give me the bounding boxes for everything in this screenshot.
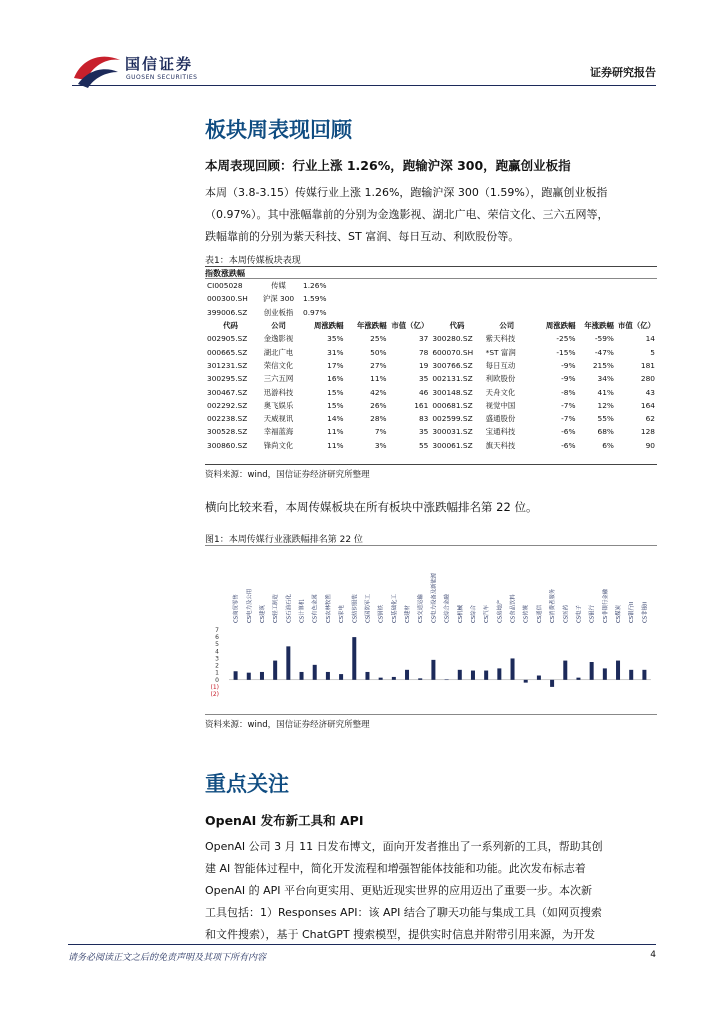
category-label: CS纺织服装 xyxy=(352,594,359,623)
section-title-weekly-review: 板块周表现回顾 xyxy=(205,118,352,142)
bar-1 xyxy=(247,673,251,680)
table-cell: 紫天科技 xyxy=(485,334,516,344)
table-cell: *ST 富润 xyxy=(485,347,516,357)
y-tick-label: 6 xyxy=(215,634,219,642)
category-label: CS汽车 xyxy=(484,605,491,623)
y-tick-label: 0 xyxy=(215,676,219,684)
table-row xyxy=(205,412,657,425)
y-tick-label: 5 xyxy=(215,641,219,649)
bar-14 xyxy=(418,678,422,679)
bar-21 xyxy=(511,658,515,679)
table-cell: 12% xyxy=(597,400,614,410)
bar-29 xyxy=(616,661,620,680)
bar-17 xyxy=(458,670,462,680)
table-cell: 399006.SZ xyxy=(207,307,248,317)
y-tick-label: 3 xyxy=(215,655,219,663)
table-cell: 000665.SZ xyxy=(207,347,248,357)
table-cell: 002905.SZ xyxy=(207,334,248,344)
table-cell: 16% xyxy=(327,374,344,384)
y-tick-label: (1) xyxy=(210,683,219,691)
table-cell: 35 xyxy=(418,374,429,384)
paragraph-line: OpenAI 公司 3 月 11 日发布博文，面向开发者推出了一系列新的工具，帮助其创 xyxy=(205,840,603,853)
y-tick-label: 7 xyxy=(215,627,219,634)
table-cell: 锋尚文化 xyxy=(263,440,294,450)
table-cell: 280 xyxy=(640,374,655,384)
table-cell: -47% xyxy=(594,347,614,357)
table-cell: -25% xyxy=(556,334,576,344)
bar-28 xyxy=(603,668,607,679)
column-header: 年涨跌幅 xyxy=(584,321,614,331)
table-bottom-rule xyxy=(205,464,657,465)
table-cell: 164 xyxy=(640,400,655,410)
category-label: CS银行II xyxy=(629,601,636,623)
table-cell: 000300.SH xyxy=(207,294,248,304)
figure-top-rule xyxy=(205,545,657,546)
table-cell: 215% xyxy=(592,360,614,370)
footer-disclaimer: 请务必阅读正文之后的免责声明及其项下所有内容 xyxy=(68,953,267,963)
bar-8 xyxy=(339,674,343,680)
weekly-review-subtitle: 本周表现回顾：行业上涨 1.26%，跑输沪深 300，跑赢创业板指 xyxy=(205,158,571,173)
bar-16 xyxy=(445,679,449,680)
table-cell: 300467.SZ xyxy=(207,387,248,397)
table-cell: 300148.SZ xyxy=(432,387,473,397)
category-label: CS电力设备及新能源 xyxy=(431,572,438,623)
logo-english-name: GUOSEN SECURITIES xyxy=(126,74,198,81)
category-label: CS钢铁 xyxy=(378,605,385,623)
table-row xyxy=(205,399,657,412)
table-cell: 78 xyxy=(418,347,429,357)
table-top-rule xyxy=(205,266,657,267)
index-row xyxy=(205,279,657,292)
table-cell: 25% xyxy=(370,334,387,344)
bar-23 xyxy=(537,676,541,680)
table-row xyxy=(205,345,657,358)
table-cell: -7% xyxy=(561,414,576,424)
table-cell: 荣信文化 xyxy=(263,360,294,370)
category-label: CS传媒 xyxy=(523,605,530,623)
table-cell: 300295.SZ xyxy=(207,374,248,384)
logo-chinese-name: 国信证券 xyxy=(125,55,194,73)
category-label: CS基础化工 xyxy=(391,594,398,623)
figure-caption: 图1：本周传媒行业涨跌幅排名第 22 位 xyxy=(205,535,363,545)
category-label: CS电子 xyxy=(576,605,583,623)
table-cell: 11% xyxy=(327,440,344,450)
bar-4 xyxy=(286,646,290,679)
table-cell: 1.26% xyxy=(303,281,327,291)
table-cell: 0.97% xyxy=(303,307,327,317)
table-cell: 28% xyxy=(370,414,387,424)
bar-15 xyxy=(431,660,435,680)
table-cell: 15% xyxy=(327,400,344,410)
table-cell: 300528.SZ xyxy=(207,427,248,437)
table-cell: 002238.SZ xyxy=(207,414,248,424)
table-cell: 14 xyxy=(645,334,655,344)
table-cell: 37 xyxy=(418,334,429,344)
table-cell: 传媒 xyxy=(271,281,286,291)
table-cell: 宝通科技 xyxy=(485,427,516,437)
category-label: CS国防军工 xyxy=(365,594,372,623)
table-source: 资料来源：wind，国信证券经济研究所整理 xyxy=(205,470,370,480)
figure-source: 资料来源：wind，国信证券经济研究所整理 xyxy=(205,720,370,730)
table-cell: 68% xyxy=(597,427,614,437)
table-cell: 3% xyxy=(374,440,387,450)
bar-24 xyxy=(550,680,554,687)
bar-19 xyxy=(484,671,488,680)
category-label: CS轻工制造 xyxy=(273,594,280,623)
y-tick-label: 4 xyxy=(215,648,219,656)
table-row xyxy=(205,359,657,372)
column-header: 代码 xyxy=(223,321,238,331)
table-cell: 旗天科技 xyxy=(485,440,516,450)
sector-ranking-chart xyxy=(205,548,657,708)
paragraph-line: OpenAI 的 API 平台向更实用、更贴近现实世界的应用迈出了重要一步。本次新 xyxy=(205,884,593,897)
table-cell: -7% xyxy=(561,400,576,410)
category-label: CS建筑 xyxy=(259,605,266,623)
category-label: CS家电 xyxy=(339,605,346,623)
index-row xyxy=(205,292,657,305)
table-header-row xyxy=(205,319,657,332)
bar-20 xyxy=(497,668,501,679)
table-cell: 11% xyxy=(370,374,387,384)
table-cell: 金逸影视 xyxy=(263,334,294,344)
table-cell: 35% xyxy=(327,334,344,344)
category-label: CS煤炭 xyxy=(616,605,623,623)
column-header: 公司 xyxy=(271,321,286,331)
bar-10 xyxy=(365,672,369,680)
table-caption: 表1：本周传媒板块表现 xyxy=(205,256,301,266)
bar-3 xyxy=(273,661,277,680)
category-label: CS电力及公用 xyxy=(246,588,253,623)
category-label: CS建材 xyxy=(405,605,412,623)
column-header: 年涨跌幅 xyxy=(357,321,387,331)
category-label: CS银行 xyxy=(589,605,596,623)
table-cell: 128 xyxy=(640,427,655,437)
table-cell: -9% xyxy=(561,374,576,384)
table-cell: 7% xyxy=(374,427,387,437)
table-cell: 50% xyxy=(370,347,387,357)
table-cell: 奥飞娱乐 xyxy=(263,400,294,410)
category-label: CS石油石化 xyxy=(286,594,293,623)
table-cell: 35 xyxy=(418,427,429,437)
table-cell: 19 xyxy=(418,360,429,370)
table-cell: 300280.SZ xyxy=(432,334,473,344)
ranking-text: 横向比较来看，本周传媒板块在所有板块中涨跌幅排名第 22 位。 xyxy=(205,500,538,514)
table-cell: 迅游科技 xyxy=(263,387,294,397)
table-cell: 27% xyxy=(370,360,387,370)
bar-22 xyxy=(524,680,528,683)
category-label: CS医药 xyxy=(563,605,570,623)
table-cell: 湖北广电 xyxy=(263,347,294,357)
bar-6 xyxy=(313,665,317,680)
section-title-key-focus: 重点关注 xyxy=(205,772,289,796)
report-type-label: 证券研究报告 xyxy=(590,66,656,79)
table-row xyxy=(205,332,657,345)
bar-5 xyxy=(300,672,304,680)
category-label: CS交通运输 xyxy=(418,594,425,623)
table-cell: 46 xyxy=(418,387,429,397)
category-label: CS农林牧渔 xyxy=(325,594,332,623)
table-cell: 天舟文化 xyxy=(485,387,516,397)
paragraph-line: 工具包括：1）Responses API：该 API 结合了聊天功能与集成工具（如网页搜索 xyxy=(205,906,602,919)
table-cell: 161 xyxy=(414,400,429,410)
table-cell: 90 xyxy=(645,440,655,450)
table-cell: 000681.SZ xyxy=(432,400,473,410)
bar-13 xyxy=(405,670,409,680)
table-cell: 每日互动 xyxy=(485,360,516,370)
table-row xyxy=(205,425,657,438)
table-cell: 43 xyxy=(645,387,655,397)
table-cell: 34% xyxy=(597,374,614,384)
table-row xyxy=(205,439,657,452)
category-label: CS通信 xyxy=(536,605,543,623)
category-label: CS综合金融 xyxy=(444,594,451,623)
column-header: 市值（亿） xyxy=(391,321,429,331)
figure-bottom-rule xyxy=(205,714,657,715)
bar-27 xyxy=(590,662,594,680)
y-tick-label: 1 xyxy=(215,669,219,677)
category-label: CS非银II xyxy=(642,601,649,623)
table-row xyxy=(205,372,657,385)
paragraph-line: 建 AI 智能体过程中，简化开发流程和增强智能体技能和功能。此次发布标志着 xyxy=(205,862,586,875)
table-cell: 三六五网 xyxy=(263,374,294,384)
column-header: 周涨跌幅 xyxy=(545,321,576,331)
column-header: 代码 xyxy=(449,321,465,331)
category-label: CS计算机 xyxy=(299,599,306,623)
category-label: CS消费者服务 xyxy=(550,588,557,623)
table-cell: 600070.SH xyxy=(432,347,474,357)
category-label: CS机械 xyxy=(457,605,464,623)
column-header: 公司 xyxy=(499,321,515,331)
page-number: 4 xyxy=(650,950,656,960)
table-cell: 002599.SZ xyxy=(432,414,473,424)
bar-31 xyxy=(642,670,646,680)
table-cell: 300766.SZ xyxy=(432,360,473,370)
table-cell: 300031.SZ xyxy=(432,427,473,437)
paragraph-line: 跌幅靠前的分别为紫天科技、ST 富润、每日互动、利欧股份等。 xyxy=(205,230,520,243)
table-cell: 181 xyxy=(640,360,655,370)
table-cell: 55 xyxy=(418,440,429,450)
paragraph-line: 本周（3.8-3.15）传媒行业上涨 1.26%，跑输沪深 300（1.59%），跑赢创业板指 xyxy=(205,186,608,199)
bar-12 xyxy=(392,677,396,680)
bar-26 xyxy=(576,678,580,680)
bar-30 xyxy=(629,670,633,680)
bar-2 xyxy=(260,672,264,680)
bar-18 xyxy=(471,671,475,680)
table-cell: 15% xyxy=(327,387,344,397)
table-cell: 1.59% xyxy=(303,294,327,304)
table-cell: 300860.SZ xyxy=(207,440,248,450)
index-header: 指数涨跌幅 xyxy=(205,269,245,278)
bar-25 xyxy=(563,661,567,680)
header-divider xyxy=(72,85,656,86)
column-header: 市值（亿） xyxy=(618,321,655,331)
table-cell: 14% xyxy=(327,414,344,424)
table-cell: 62 xyxy=(645,414,655,424)
bar-11 xyxy=(379,678,383,680)
table-cell: 视觉中国 xyxy=(485,400,516,410)
table-cell: 26% xyxy=(370,400,387,410)
table-cell: -9% xyxy=(561,360,576,370)
category-label: CS商贸零售 xyxy=(233,594,240,623)
category-label: CS非银行金融 xyxy=(602,588,609,623)
category-label: CS有色金属 xyxy=(312,594,319,623)
table-cell: 83 xyxy=(418,414,429,424)
table-cell: 002131.SZ xyxy=(432,374,473,384)
openai-paragraph xyxy=(205,836,657,946)
category-label: CS综合 xyxy=(470,605,477,623)
weekly-review-paragraph xyxy=(205,182,657,248)
column-header: 周涨跌幅 xyxy=(313,321,344,331)
bar-9 xyxy=(352,637,356,680)
table-cell: 沪深 300 xyxy=(262,294,295,304)
table-cell: 300061.SZ xyxy=(432,440,473,450)
table-cell: 301231.SZ xyxy=(207,360,248,370)
table-row xyxy=(205,385,657,398)
bar-7 xyxy=(326,672,330,680)
table-cell: 002292.SZ xyxy=(207,400,248,410)
table-cell: 幸福蓝海 xyxy=(263,427,294,437)
paragraph-line: 和文件搜索），基于 ChatGPT 搜索模型，提供实时信息并附带引用来源，为开发 xyxy=(205,928,596,941)
category-label: CS食品饮料 xyxy=(510,594,517,623)
openai-subtitle: OpenAI 发布新工具和 API xyxy=(205,813,364,828)
y-tick-label: (2) xyxy=(210,691,219,698)
table-cell: 天威视讯 xyxy=(263,414,294,424)
paragraph-line: （0.97%）。其中涨幅靠前的分别为金逸影视、湖北广电、荣信文化、三六五网等， xyxy=(205,208,609,221)
table-cell: -15% xyxy=(556,347,576,357)
table-cell: -8% xyxy=(561,387,576,397)
category-label: CS房地产 xyxy=(497,599,504,623)
table-cell: 创业板指 xyxy=(263,307,294,317)
table-cell: -6% xyxy=(561,427,576,437)
table-cell: 利欧股份 xyxy=(485,374,516,384)
table-cell: 5 xyxy=(650,347,655,357)
index-row xyxy=(205,306,657,319)
table-cell: 6% xyxy=(602,440,614,450)
sector-performance-table xyxy=(205,279,657,452)
table-cell: -59% xyxy=(594,334,614,344)
footer-divider xyxy=(68,944,656,945)
table-cell: 31% xyxy=(327,347,344,357)
table-cell: 盛通股份 xyxy=(485,414,516,424)
table-cell: 41% xyxy=(597,387,614,397)
table-cell: 55% xyxy=(597,414,614,424)
table-cell: CI005028 xyxy=(207,281,243,291)
y-tick-label: 2 xyxy=(215,662,219,670)
table-cell: 17% xyxy=(327,360,344,370)
table-cell: 42% xyxy=(370,387,387,397)
bar-0 xyxy=(234,671,238,680)
table-cell: 11% xyxy=(327,427,344,437)
table-cell: -6% xyxy=(561,440,576,450)
